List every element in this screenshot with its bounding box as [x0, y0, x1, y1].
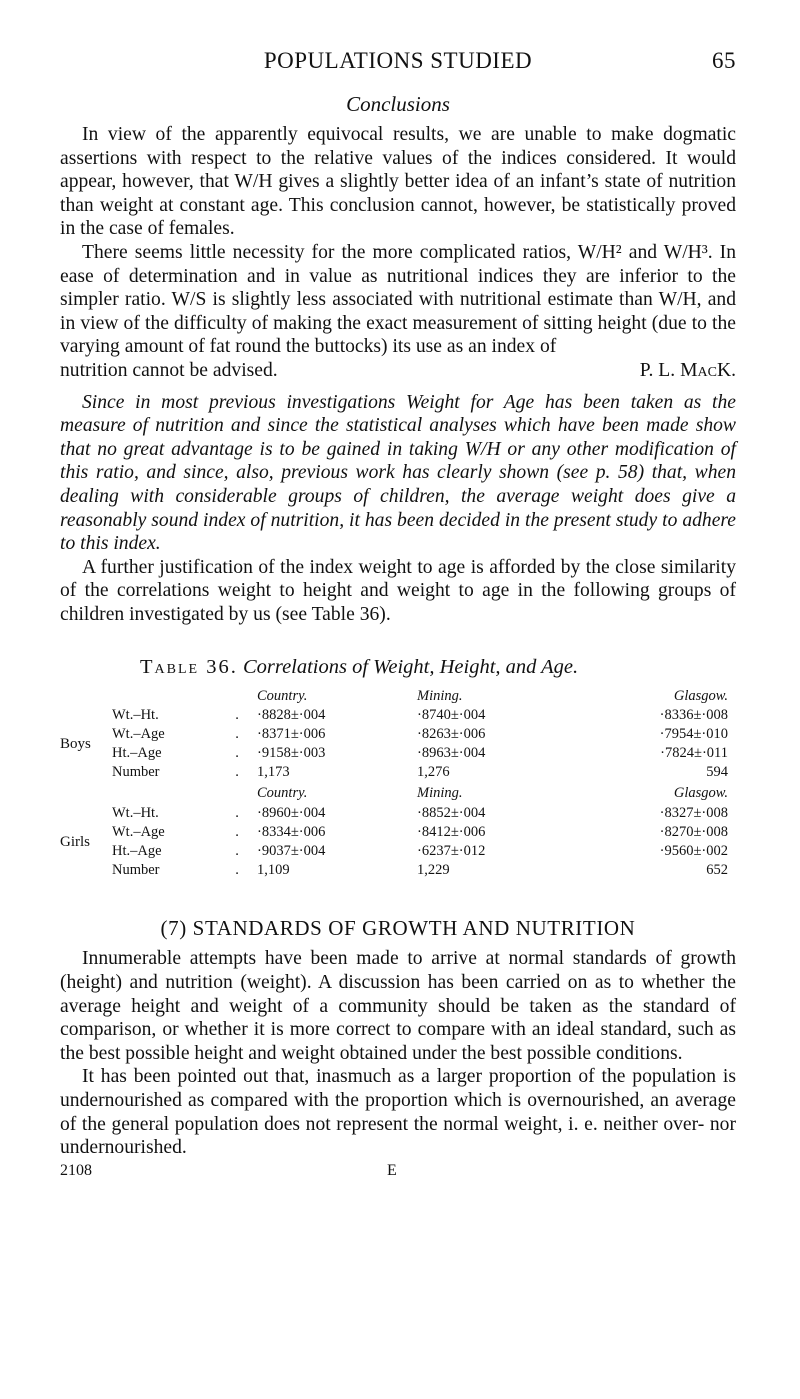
column-header: Country.	[257, 688, 308, 705]
leader-dot: .	[235, 707, 239, 724]
page	[60, 48, 736, 1188]
table-column-header-row	[60, 782, 736, 804]
table-row	[60, 744, 736, 763]
conclusions-paragraph-1: In view of the apparently equivocal results, we are unable to make dogmatic assertions with respect to the relative values of the indices considered. It would appear, however, that W/H gives a slightly better idea of an infant’s state of nutrition than weight at constant age. This conclusion cannot, however, be statistically proved in the case of females.	[60, 124, 736, 240]
table-cell: ·9560±·002	[659, 843, 728, 860]
table-cell: ·7954±·010	[659, 726, 728, 743]
table-cell: ·7824±·011	[660, 745, 728, 762]
author-signature: P. L. MacK.	[639, 359, 736, 381]
row-label: Wt.–Age	[112, 824, 165, 841]
table-label: Table 36.	[140, 656, 238, 679]
table-cell: ·8412±·006	[417, 824, 486, 841]
leader-dot: .	[235, 764, 239, 781]
table-cell: ·9037±·004	[257, 843, 326, 860]
table-cell: ·8270±·008	[659, 824, 728, 841]
table-row	[60, 763, 736, 782]
leader-dot: .	[235, 805, 239, 822]
row-label: Ht.–Age	[112, 843, 162, 860]
group-cell	[60, 706, 112, 782]
leader-dot: .	[235, 745, 239, 762]
page-footer	[60, 1162, 736, 1188]
leader-dot: .	[235, 843, 239, 860]
table-cell: ·8960±·004	[257, 805, 326, 822]
table-cell: 594	[706, 764, 728, 781]
table-column-header-row	[60, 687, 736, 706]
table-row	[60, 725, 736, 744]
conclusions-paragraph-2-end	[60, 359, 736, 383]
section-paragraph-1: Innumerable attempts have been made to arrive at normal standards of growth (height) and nutrition (weight). A discussion has been carried on as to whether the average height and weight of a community should be taken as the standard of comparison, or whether it is more correct to compare with an ideal standard, such as the best possible height and weight obtained under the best possible conditions.	[60, 948, 736, 1064]
table-cell: 1,229	[417, 862, 450, 879]
table-cell: ·8828±·004	[257, 707, 326, 724]
page-number: 65	[712, 48, 736, 73]
column-header: Country.	[257, 784, 308, 801]
row-label: Wt.–Ht.	[112, 707, 159, 724]
running-title: POPULATIONS STUDIED	[263, 48, 533, 73]
table-cell: ·8327±·008	[659, 805, 728, 822]
leader-dot: .	[235, 726, 239, 743]
signature-mark: 2108	[60, 1161, 92, 1179]
group-label: Boys	[60, 735, 91, 752]
table-row	[60, 842, 736, 861]
gathering-letter: E	[387, 1161, 397, 1179]
table-row	[60, 706, 736, 725]
table-cell: ·8740±·004	[417, 707, 486, 724]
row-label: Wt.–Ht.	[112, 805, 159, 822]
section-heading: (7) STANDARDS OF GROWTH AND NUTRITION	[160, 916, 636, 941]
section-paragraph-2: It has been pointed out that, inasmuch as a larger proportion of the population is undernourished as compared with the proportion which is overnourished, an average of the general population does not represent the normal weight, i. e. neither over- nor undernourished.	[60, 1066, 736, 1159]
table-cell: 1,109	[257, 862, 290, 879]
table-row	[60, 804, 736, 823]
column-header: Glasgow.	[673, 784, 728, 801]
conclusions-paragraph-2: There seems little necessity for the more complicated ratios, W/H² and W/H³. In ease of determination and in value as nutritional indices they are inferior to the simpler ratio. W/S is slightly less associated with nutritional estimate than W/H, and in view of the difficulty of making the exact measurement of sitting height (due to the varying amount of fat round the buttocks) its use as an index of	[60, 241, 736, 358]
group-label: Girls	[60, 833, 90, 850]
table-cell: ·8334±·006	[257, 824, 326, 841]
table-row	[60, 861, 736, 880]
table-caption	[60, 656, 736, 679]
running-header	[60, 48, 736, 88]
column-header: Mining.	[417, 784, 463, 801]
row-label: Number	[112, 862, 160, 879]
row-label: Wt.–Age	[112, 726, 165, 743]
leader-dot: .	[235, 824, 239, 841]
table-title: Correlations of Weight, Height, and Age.	[242, 656, 579, 679]
correlation-table	[60, 687, 736, 880]
table-cell: ·8336±·008	[659, 707, 728, 724]
table-cell: ·8371±·006	[257, 726, 326, 743]
leader-dot: .	[235, 862, 239, 879]
column-header: Glasgow.	[673, 688, 728, 705]
row-label: Number	[112, 764, 160, 781]
conclusions-paragraph-4: A further justification of the index weight to age is afforded by the close similarity of the correlations weight to height and weight to age in the following groups of children investigated by us (see Table 36).	[60, 556, 736, 625]
table-cell: ·6237±·012	[417, 843, 486, 860]
column-header: Mining.	[417, 688, 463, 705]
conclusions-heading: Conclusions	[346, 92, 450, 116]
table-cell: 652	[706, 862, 728, 879]
table-cell: ·8852±·004	[417, 805, 486, 822]
group-cell	[60, 804, 112, 880]
table-cell: 1,276	[417, 764, 450, 781]
row-label: Ht.–Age	[112, 745, 162, 762]
paragraph-2-last-line: nutrition cannot be advised.	[60, 359, 278, 381]
conclusions-paragraph-3: Since in most previous investigations Weight for Age has been taken as the measure of nutrition and since the statistical analyses which have been made show that no great advantage is to be gained in taking W/H or any other modification of this ratio, and since, also, previous work has clearly shown (see p. 58) that, when dealing with considerable groups of children, the average weight does give a reasonably sound index of nutrition, it has been decided in the present study to adhere to this index.	[60, 391, 736, 555]
table-row	[60, 823, 736, 842]
table-cell: ·8963±·004	[417, 745, 486, 762]
table-cell: 1,173	[257, 764, 290, 781]
table-cell: ·8263±·006	[417, 726, 486, 743]
table-cell: ·9158±·003	[257, 745, 326, 762]
